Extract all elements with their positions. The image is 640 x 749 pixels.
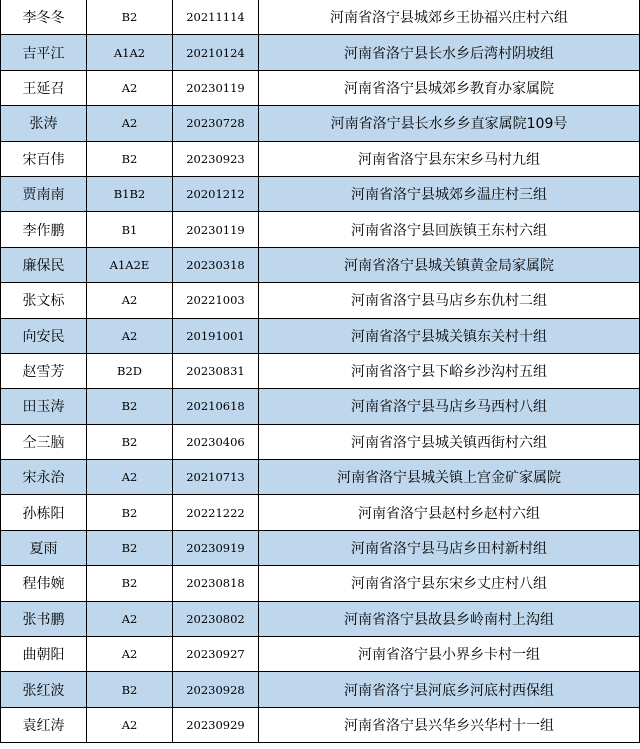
name-cell: 李作鹏 [0, 212, 86, 247]
table-row [0, 212, 640, 247]
name-cell: 孙栋阳 [0, 495, 86, 530]
table-row [0, 389, 640, 424]
license-cell: A2 [86, 106, 172, 141]
license-cell: B2 [86, 425, 172, 460]
table-row [0, 283, 640, 318]
table-row [0, 0, 640, 35]
date-cell: 20221222 [172, 495, 258, 530]
license-cell: A2 [86, 602, 172, 637]
name-cell: 曲朝阳 [0, 637, 86, 672]
address-cell: 河南省洛宁县小界乡卡村一组 [258, 637, 640, 672]
table-row [0, 708, 640, 743]
license-cell: B2 [86, 672, 172, 707]
address-cell: 河南省洛宁县马店乡东仇村二组 [258, 283, 640, 318]
address-cell: 河南省洛宁县城郊乡王协福兴庄村六组 [258, 0, 640, 35]
table-row [0, 71, 640, 106]
date-cell: 20210618 [172, 389, 258, 424]
address-cell: 河南省洛宁县城关镇东关村十组 [258, 319, 640, 354]
date-cell: 20230923 [172, 142, 258, 177]
license-cell: A2 [86, 637, 172, 672]
date-cell: 20191001 [172, 319, 258, 354]
name-cell: 夏雨 [0, 531, 86, 566]
table-row [0, 35, 640, 70]
name-cell: 仝三脑 [0, 425, 86, 460]
name-cell: 宋永治 [0, 460, 86, 495]
name-cell: 张书鹏 [0, 602, 86, 637]
license-cell: A2 [86, 708, 172, 743]
address-cell: 河南省洛宁县东宋乡丈庄村八组 [258, 566, 640, 601]
name-cell: 王延召 [0, 71, 86, 106]
date-cell: 20230406 [172, 425, 258, 460]
name-cell: 袁红涛 [0, 708, 86, 743]
table-row [0, 637, 640, 672]
name-cell: 程伟婉 [0, 566, 86, 601]
table-row [0, 177, 640, 212]
date-cell: 20230728 [172, 106, 258, 141]
address-cell: 河南省洛宁县长水乡后湾村阴坡组 [258, 35, 640, 70]
address-cell: 河南省洛宁县马店乡田村新村组 [258, 531, 640, 566]
table-row [0, 602, 640, 637]
address-cell: 河南省洛宁县城关镇黄金局家属院 [258, 248, 640, 283]
table-row [0, 319, 640, 354]
date-cell: 20211114 [172, 0, 258, 35]
date-cell: 20230802 [172, 602, 258, 637]
name-cell: 宋百伟 [0, 142, 86, 177]
address-cell: 河南省洛宁县河底乡河底村西保组 [258, 672, 640, 707]
name-cell: 张文标 [0, 283, 86, 318]
table-row [0, 672, 640, 707]
name-cell: 向安民 [0, 319, 86, 354]
date-cell: 20230318 [172, 248, 258, 283]
address-cell: 河南省洛宁县城关镇西街村六组 [258, 425, 640, 460]
date-cell: 20230927 [172, 637, 258, 672]
date-cell: 20230929 [172, 708, 258, 743]
date-cell: 20230919 [172, 531, 258, 566]
name-cell: 贾南南 [0, 177, 86, 212]
date-cell: 20230831 [172, 354, 258, 389]
address-cell: 河南省洛宁县东宋乡马村九组 [258, 142, 640, 177]
name-cell: 赵雪芳 [0, 354, 86, 389]
address-cell: 河南省洛宁县兴华乡兴华村十一组 [258, 708, 640, 743]
license-cell: B1 [86, 212, 172, 247]
name-cell: 廉保民 [0, 248, 86, 283]
table-row [0, 531, 640, 566]
license-cell: A1A2E [86, 248, 172, 283]
address-cell: 河南省洛宁县下峪乡沙沟村五组 [258, 354, 640, 389]
table-row [0, 248, 640, 283]
table-row [0, 425, 640, 460]
address-cell: 河南省洛宁县赵村乡赵村六组 [258, 495, 640, 530]
date-cell: 20221003 [172, 283, 258, 318]
date-cell: 20230119 [172, 212, 258, 247]
address-cell: 河南省洛宁县长水乡乡直家属院109号 [258, 106, 640, 141]
date-cell: 20230119 [172, 71, 258, 106]
date-cell: 20210124 [172, 35, 258, 70]
address-cell: 河南省洛宁县城郊乡教育办家属院 [258, 71, 640, 106]
table-row [0, 142, 640, 177]
name-cell: 田玉涛 [0, 389, 86, 424]
address-cell: 河南省洛宁县城关镇上宫金矿家属院 [258, 460, 640, 495]
name-cell: 张涛 [0, 106, 86, 141]
name-cell: 李冬冬 [0, 0, 86, 35]
license-cell: B2 [86, 495, 172, 530]
address-cell: 河南省洛宁县马店乡马西村八组 [258, 389, 640, 424]
license-cell: B2 [86, 0, 172, 35]
date-cell: 20210713 [172, 460, 258, 495]
license-cell: A2 [86, 283, 172, 318]
date-cell: 20201212 [172, 177, 258, 212]
address-cell: 河南省洛宁县回族镇王东村六组 [258, 212, 640, 247]
license-cell: A2 [86, 319, 172, 354]
license-cell: B2 [86, 142, 172, 177]
license-cell: A1A2 [86, 35, 172, 70]
name-cell: 吉平江 [0, 35, 86, 70]
table-row [0, 566, 640, 601]
address-cell: 河南省洛宁县城郊乡温庄村三组 [258, 177, 640, 212]
license-cell: B2D [86, 354, 172, 389]
license-cell: B2 [86, 566, 172, 601]
license-cell: B2 [86, 531, 172, 566]
license-cell: A2 [86, 71, 172, 106]
table-row [0, 106, 640, 141]
date-cell: 20230818 [172, 566, 258, 601]
table-row [0, 354, 640, 389]
table-row [0, 495, 640, 530]
name-cell: 张红波 [0, 672, 86, 707]
table-row [0, 460, 640, 495]
license-cell: A2 [86, 460, 172, 495]
license-cell: B1B2 [86, 177, 172, 212]
address-cell: 河南省洛宁县故县乡岭南村上沟组 [258, 602, 640, 637]
date-cell: 20230928 [172, 672, 258, 707]
license-cell: B2 [86, 389, 172, 424]
